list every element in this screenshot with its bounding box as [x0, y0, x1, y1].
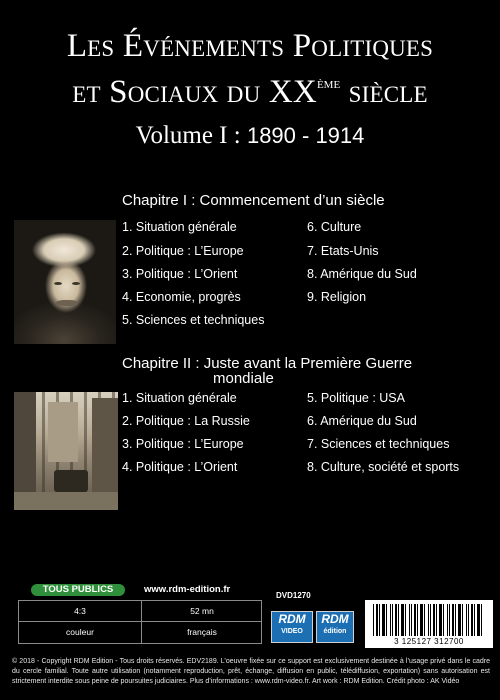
- barcode-bars: [373, 604, 485, 636]
- chapter2-item: 8. Culture, société et sports: [307, 460, 460, 474]
- chapter1-item: 1. Situation générale: [122, 220, 237, 234]
- title-line-2: [0, 66, 500, 110]
- spec-language: français: [187, 627, 217, 637]
- chapter2-item: 6. Amérique du Sud: [307, 414, 417, 428]
- chapter2-item: 1. Situation générale: [122, 391, 237, 405]
- chapter2-item: 3. Politique : L’Europe: [122, 437, 244, 451]
- chapter1-item: 8. Amérique du Sud: [307, 267, 417, 281]
- title-line-1: Les Événements Politiques: [66, 28, 434, 64]
- logo-subtext: édition: [323, 628, 347, 635]
- portrait-eye: [54, 282, 62, 285]
- chapter1-item: 3. Politique : L’Orient: [122, 267, 238, 281]
- chapter1-item: 4. Economie, progrès: [122, 290, 241, 304]
- title-superscript: ème: [316, 75, 341, 92]
- rdm-video-logo: [271, 611, 313, 643]
- spec-table: [18, 600, 262, 644]
- spec-color: couleur: [66, 627, 94, 637]
- title-line-2-end: siècle: [340, 74, 428, 110]
- legal-notice: © 2018 - Copyright RDM Edition - Tous droits réservés. EDV2189. L’oeuvre fixée sur ce support est exclusivement destinée à l’usage privé dans le cadre du cercle familial. Toute autre utilisation (notamment reproduction, prêt, échange, diffusion en public, télédiffusion, exportation) sans autorisation est strictement interdite sous peine de poursuites judiciaires. Plus d’informations : www.rdm-video.fr. Art work : RDM Edition. Crédit photo : AK Vidéo: [12, 658, 490, 685]
- product-reference: DVD1270: [276, 591, 311, 600]
- chapter2-item: 4. Politique : L’Orient: [122, 460, 238, 474]
- audience-badge: TOUS PUBLICS: [31, 584, 125, 596]
- title-line-2-main: et Sociaux du XX: [72, 74, 317, 110]
- chapter1-item: 9. Religion: [307, 290, 367, 304]
- rdm-edition-logo: [316, 611, 354, 643]
- portrait-photo: [14, 220, 116, 344]
- chapter1-item: 6. Culture: [307, 220, 362, 234]
- spec-format: 4:3: [74, 606, 86, 616]
- chapter2-item: 2. Politique : La Russie: [122, 414, 250, 428]
- barcode-number: 3 125127 312700: [394, 637, 464, 646]
- chapter2-item: 5. Politique : USA: [307, 391, 405, 405]
- chapter1-item: 7. Etats-Unis: [307, 244, 379, 258]
- volume-label: Volume I :: [135, 122, 247, 149]
- photo-building: [48, 402, 78, 462]
- spec-divider: [19, 621, 261, 622]
- logo-text: RDM: [321, 612, 349, 626]
- portrait-eye: [72, 282, 80, 285]
- street-scene-photo: [14, 392, 118, 510]
- spec-duration: 52 mn: [190, 606, 214, 616]
- chapter2-title-line1: Chapitre II : Juste avant la Première Guerre: [122, 355, 413, 372]
- photo-street: [14, 492, 118, 510]
- chapter2-item: 7. Sciences et techniques: [307, 437, 450, 451]
- website-link[interactable]: www.rdm-edition.fr: [144, 584, 231, 595]
- photo-carriage: [54, 470, 88, 492]
- chapter1-item: 5. Sciences et techniques: [122, 313, 265, 327]
- barcode: [365, 600, 493, 648]
- volume-years: 1890 - 1914: [246, 123, 365, 148]
- logo-subtext: VIDEO: [281, 628, 303, 635]
- portrait-moustache: [56, 300, 78, 306]
- volume-heading: [0, 122, 500, 150]
- chapter2-title-line2: mondiale: [213, 370, 274, 387]
- logo-text: RDM: [278, 612, 306, 626]
- chapter1-item: 2. Politique : L’Europe: [122, 244, 244, 258]
- chapter1-title: Chapitre I : Commencement d’un siècle: [122, 192, 385, 209]
